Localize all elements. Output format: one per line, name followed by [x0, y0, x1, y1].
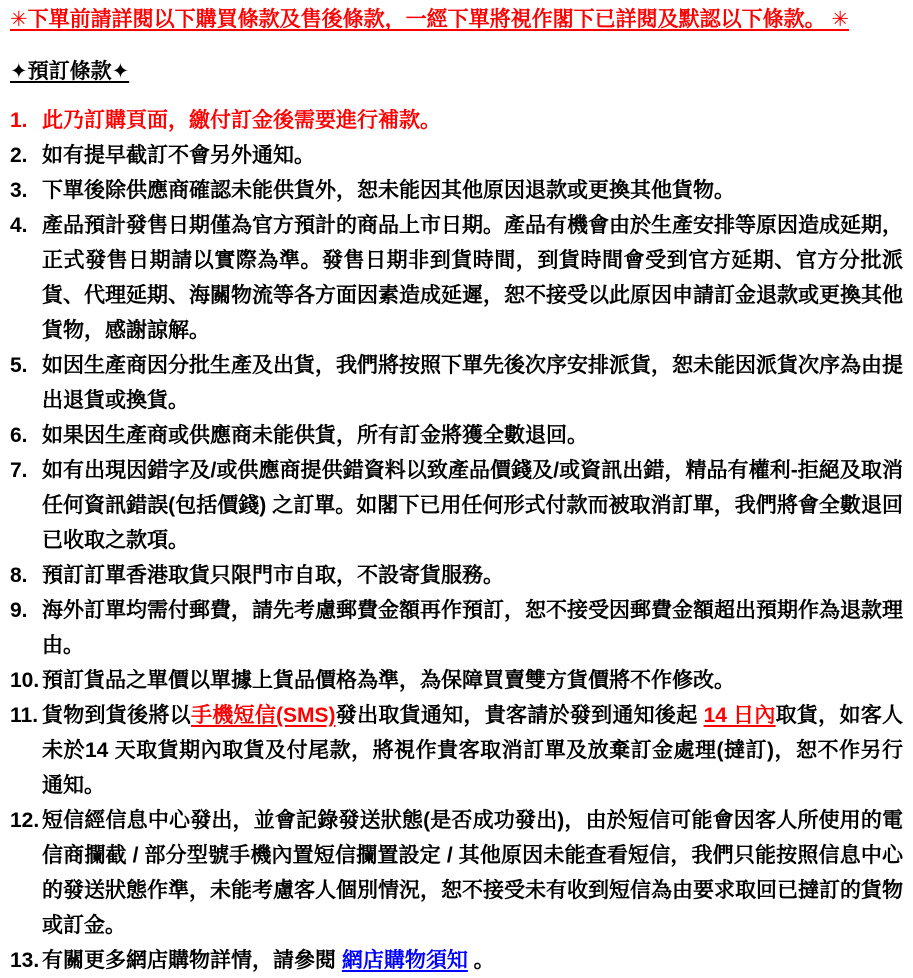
- item-number: 9.: [10, 599, 28, 622]
- text-segment: 如果因生產商或供應商未能供貨，所有訂金將獲全數退回。: [42, 424, 588, 447]
- terms-item: [10, 558, 903, 593]
- text-segment: 有關更多網店購物詳情，請參閱: [42, 949, 342, 972]
- item-number: 4.: [10, 214, 28, 237]
- item-number: 11.: [10, 704, 39, 727]
- text-segment: 貨物到貨後將以: [42, 704, 191, 727]
- terms-item: [10, 698, 903, 803]
- item-text: [42, 418, 903, 453]
- shop-guide-link[interactable]: 網店購物須知: [341, 949, 468, 972]
- text-segment: 如有出現因錯字及/或供應商提供錯資料以致產品價錢及/或資訊出錯，精品有權利-拒絕及取消任何資訊錯誤(包括價錢) 之訂單。如閣下已用任何形式付款而被取消訂單，我們將會全數退回已收取之款項。: [42, 459, 903, 552]
- terms-item: [10, 453, 903, 558]
- item-number: 10.: [10, 669, 40, 692]
- text-segment: 。: [467, 949, 495, 972]
- text-segment: 短信經信息中心發出，並會記錄發送狀態(是否成功發出)，由於短信可能會因客人所使用的電信商攔截 / 部分型號手機內置短信攔置設定 / 其他原因未能查看短信，我們只能按照信息中心的發送狀態作準，未能考慮客人個別情況，恕不接受未有收到短信為由要求取回已撻訂的貨物或訂金。: [42, 809, 903, 937]
- item-text: [42, 208, 903, 348]
- terms-item: [10, 208, 903, 348]
- terms-item: [10, 348, 903, 418]
- item-text: [42, 453, 903, 558]
- item-text: [42, 663, 903, 698]
- text-segment: 如因生產商因分批生產及出貨，我們將按照下單先後次序安排派貨，恕未能因派貨次序為由提出退貨或換貨。: [42, 354, 903, 412]
- terms-item: [10, 943, 903, 978]
- item-number: 8.: [10, 564, 28, 587]
- item-text: [42, 943, 903, 978]
- item-text: [42, 103, 903, 138]
- terms-item: [10, 593, 903, 663]
- text-segment: 海外訂單均需付郵費，請先考慮郵費金額再作預訂，恕不接受因郵費金額超出預期作為退款理由。: [42, 599, 903, 657]
- sms-notice-highlight: 手機短信(SMS): [190, 704, 336, 727]
- purchase-terms-header: ✳下單前請詳閱以下購買條款及售後條款，一經下單將視作閣下已詳閱及默認以下條款。 ✳: [10, 8, 850, 31]
- text-segment: 下單後除供應商確認未能供貨外，恕未能因其他原因退款或更換其他貨物。: [42, 179, 735, 202]
- text-segment: 預訂訂單香港取貨只限門市自取，不設寄貨服務。: [42, 564, 504, 587]
- item-text: [42, 173, 903, 208]
- terms-item: [10, 418, 903, 453]
- terms-list: [10, 103, 903, 978]
- item-number: 13.: [10, 949, 40, 972]
- text-segment: 如有提早截訂不會另外通知。: [42, 144, 315, 167]
- item-number: 5.: [10, 354, 28, 377]
- item-text: [42, 698, 903, 803]
- terms-item: [10, 663, 903, 698]
- item-text: [42, 593, 903, 663]
- text-segment: 此乃訂購頁面，繳付訂金後需要進行補款。: [42, 109, 441, 132]
- text-segment: 預訂貨品之單價以單據上貨品價格為準，為保障買賣雙方貨價將不作修改。: [42, 669, 735, 692]
- terms-item: [10, 803, 903, 943]
- item-text: [42, 558, 903, 593]
- terms-item: [10, 103, 903, 138]
- pickup-deadline-highlight: 14 日內: [703, 704, 776, 727]
- item-number: 6.: [10, 424, 28, 447]
- item-number: 3.: [10, 179, 28, 202]
- text-segment: 取貨，如客人未於14 天取貨期內取貨及付尾款，將視作貴客取消訂單及放棄訂金處理(撻訂)，恕不作另行通知。: [42, 704, 904, 797]
- item-number: 2.: [10, 144, 28, 167]
- preorder-terms-title: ✦預訂條款✦: [10, 60, 130, 83]
- terms-item: [10, 138, 903, 173]
- item-number: 7.: [10, 459, 28, 482]
- item-text: [42, 803, 903, 943]
- text-segment: 發出取貨通知，貴客請於發到通知後起: [335, 704, 704, 727]
- item-number: 1.: [10, 109, 28, 132]
- item-text: [42, 138, 903, 173]
- item-number: 12.: [10, 809, 40, 832]
- item-text: [42, 348, 903, 418]
- text-segment: 產品預計發售日期僅為官方預計的商品上市日期。產品有機會由於生產安排等原因造成延期，正式發售日期請以實際為準。發售日期非到貨時間，到貨時間會受到官方延期、官方分批派貨、代理延期、海關物流等各方面因素造成延遲，恕不接受以此原因申請訂金退款或更換其他貨物，感謝諒解。: [42, 214, 903, 342]
- terms-item: [10, 173, 903, 208]
